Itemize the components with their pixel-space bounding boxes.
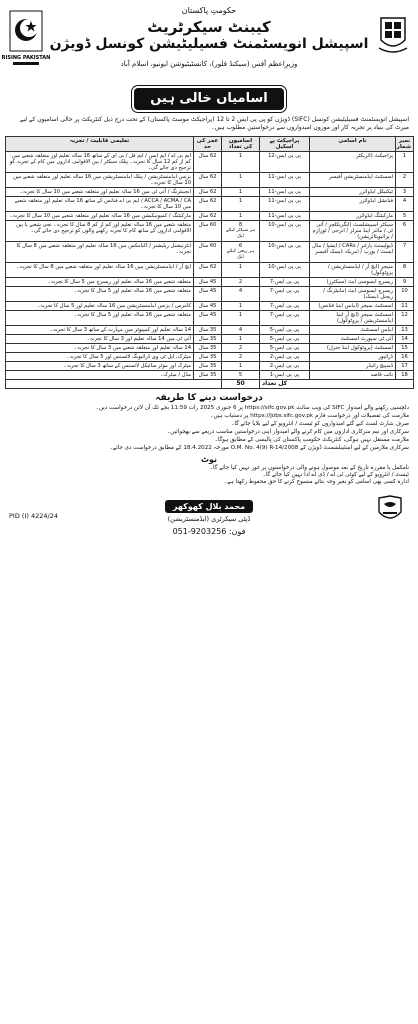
cell-scale: پی پی ایس-7 (260, 278, 310, 287)
howto-item: ملازمت کی تفصیلات اور درخواست فارم https://jobs.sifc.gov.pk پر دستیاب ہیں۔ (210, 413, 409, 419)
cell-sr: 16 (396, 353, 414, 362)
cell-sr: 14 (396, 335, 414, 344)
cell-scale: پی پی ایس-7 (260, 287, 310, 302)
header (1, 4, 413, 82)
cell-post: نائب قاصد (310, 371, 396, 380)
cell-sr: 7 (396, 242, 414, 263)
cell-age: 35 سال (194, 353, 222, 362)
table-row (6, 173, 414, 188)
government-emblem-icon (377, 14, 409, 56)
cell-qualification: متعلقہ شعبے میں 16 سالہ تعلیم اور 5 سال کا تجربہ۔ (6, 311, 194, 326)
cell-age: 45 سال (194, 311, 222, 326)
cell-age: 62 سال (194, 212, 222, 221)
howto-item: صرف شارٹ لسٹ کیے گئے امیدواروں کو ٹیسٹ / انٹرویو کے لیے بلایا جائے گا۔ (231, 421, 409, 427)
table-row (6, 197, 414, 212)
cell-post: ریسرچ ایسوسی ایٹ (مانیٹرنگ / ریجنل ڈیسک) (310, 287, 396, 302)
table-row (6, 278, 414, 287)
notes-title: نوٹ (200, 455, 218, 464)
cell-age: 35 سال (194, 371, 222, 380)
cell-age: 45 سال (194, 287, 222, 302)
cell-count: 1 (222, 311, 260, 326)
cabinet-title: کیبنٹ سیکرٹریٹ (147, 18, 271, 36)
cell-scale: پی پی ایس-11 (260, 197, 310, 212)
cell-qualification: بزنس ایڈمنسٹریشن / پبلک ایڈمنسٹریشن میں 16 سالہ تعلیم اور متعلقہ شعبے میں 10 سال کا تجربہ۔ (6, 173, 194, 188)
table-row (6, 212, 414, 221)
cell-post: سیکٹر اسپیشلسٹ (ایگریکلچر / آئی ٹی / مائنز اینڈ منرلز / انرجی / ٹورازم / پرائیویٹائزیشن) (310, 221, 396, 242)
cell-count: 1 (222, 197, 260, 212)
cell-sr: 13 (396, 326, 414, 335)
header-post: نام اسامی (310, 137, 396, 152)
vacancies-table (5, 136, 414, 389)
cell-post: ڈسپیچ رائیڈر (310, 362, 396, 371)
cell-post: مارکیٹنگ ایڈوائزر (310, 212, 396, 221)
cell-scale: پی پی ایس-11 (260, 212, 310, 221)
cell-qualification: 14 سالہ تعلیم اور متعلقہ شعبے میں 3 سال کا تجربہ۔ (6, 344, 194, 353)
cell-post: پراجیکٹ ڈائریکٹر (310, 152, 396, 173)
header-age: عمر کی حد (194, 137, 222, 152)
howto-list (5, 405, 413, 452)
count-note: ہر ریجن کیلئے ایک (226, 249, 255, 260)
cell-post: آئی ٹی سپورٹ اسسٹنٹ (310, 335, 396, 344)
table-row (6, 287, 414, 302)
cell-qualification: کامرس / بزنس ایڈمنسٹریشن میں 16 سالہ تعلیم اور 5 سال کا تجربہ۔ (6, 302, 194, 311)
count-value: 8 (238, 222, 243, 228)
table-body (6, 152, 414, 380)
cell-count: 1 (222, 212, 260, 221)
government-title: حکومتِ پاکستان (181, 6, 237, 15)
footer (5, 488, 413, 536)
cell-count: 1 (222, 263, 260, 278)
intro-text: اسپیشل انویسٹمنٹ فسیلیٹیشن کونسل (SIFC) ڈویژن کو پی پی ایس 2 تا 12 (پراجیکٹ موسٹ پاکستان) کے تحت درج ذیل کنٹریکٹ پر خالی اسامیوں کے لیے میرٹ کی بنیاد پر تجربہ کار اور موزوں امیدواروں سے درخواستیں مطلوب ہیں۔ (19, 116, 409, 131)
cell-scale: پی پی ایس-11 (260, 173, 310, 188)
howto-item: دلچسپی رکھنے والے امیدوار SIFC کی ویب سائٹ https://sifc.gov.pk پر 6 جنوری 2025 رات 11:59 بجے تک آن لائن درخواست دیں۔ (95, 405, 409, 411)
cell-scale: پی پی ایس-10 (260, 242, 310, 263)
cell-count: 2 (222, 353, 260, 362)
cell-scale: پی پی ایس-7 (260, 311, 310, 326)
table-row (6, 263, 414, 278)
cell-qualification: ایچ آر / ایڈمنسٹریشن میں 16 سالہ تعلیم اور متعلقہ شعبے میں 8 سال کا تجربہ۔ (6, 263, 194, 278)
cell-sr: 8 (396, 263, 414, 278)
cell-qualification: متعلقہ شعبے میں 16 سالہ تعلیم اور ریسرچ میں 5 سال کا تجربہ۔ (6, 278, 194, 287)
cell-count: 1 (222, 335, 260, 344)
table-row (6, 344, 414, 353)
count-value: 6 (238, 243, 243, 249)
cell-qualification: مارکیٹنگ / کمیونیکیشن میں 16 سالہ تعلیم اور متعلقہ شعبے میں 10 سال کا تجربہ۔ (6, 212, 194, 221)
cell-count: 1 (222, 152, 260, 173)
pid-number: PID (I) 4224/24 (9, 512, 58, 520)
header-count: اسامیوں کی تعداد (222, 137, 260, 152)
cell-qualification: آئی ٹی میں 14 سالہ تعلیم اور 3 سال کا تجربہ۔ (6, 335, 194, 344)
count-note: ہر سیکٹر کیلئے ایک (225, 228, 255, 239)
cell-count: 5 (222, 371, 260, 380)
cell-age: 35 سال (194, 362, 222, 371)
vacancies-banner: اسامیاں خالی ہیں (134, 88, 284, 110)
cell-qualification: 14 سالہ تعلیم اور کمپیوٹر میں مہارت کے ساتھ 3 سال کا تجربہ۔ (6, 326, 194, 335)
cell-qualification: ایم بی اے / ایم ایس / ایم فل / بی ای کے ساتھ 16 سالہ تعلیم اور متعلقہ شعبے میں کم از کم 12 سال کا تجربہ۔ پبلک سیکٹر / بین الاقوامی اداروں میں کام کے تجربہ کو ترجیح دی جائے گی۔ (6, 152, 194, 173)
table-row (6, 311, 414, 326)
cell-scale: پی پی ایس-10 (260, 221, 310, 242)
total-row (6, 380, 414, 389)
cell-sr: 4 (396, 197, 414, 212)
cell-age: 62 سال (194, 263, 222, 278)
cell-sr: 18 (396, 371, 414, 380)
cell-post: اسسٹنٹ ایڈمنسٹریشن آفیسر (310, 173, 396, 188)
cell-post: ایڈمن اسسٹنٹ (310, 326, 396, 335)
phone-number: 051-9203256 :فون (172, 527, 246, 536)
cell-age: 35 سال (194, 335, 222, 344)
note-item: ٹیسٹ / انٹرویو کے لیے کوئی ٹی اے / ڈی اے ادا نہیں کیا جائے گا۔ (262, 472, 409, 478)
cell-sr: 10 (396, 287, 414, 302)
table-header-row (6, 137, 414, 152)
cell-count: 1 (222, 173, 260, 188)
table-row (6, 335, 414, 344)
cell-scale: پی پی ایس-5 (260, 335, 310, 344)
cell-age: 45 سال (194, 302, 222, 311)
cell-scale: پی پی ایس-7 (260, 302, 310, 311)
howto-title: درخواست دینے کا طریقہ (155, 393, 263, 403)
cell-sr: 6 (396, 221, 414, 242)
cell-sr: 9 (396, 278, 414, 287)
cell-age: 62 سال (194, 152, 222, 173)
header-scale: پراجیکٹ پے اسکیل (260, 137, 310, 152)
howto-item: ملازمت مستقل نہیں ہوگی، کنٹریکٹ حکومتِ پاکستان کی پالیسی کے مطابق ہوگا۔ (214, 437, 409, 443)
cell-qualification: متعلقہ شعبے میں 16 سالہ تعلیم اور کم از کم 8 سال کا تجربہ۔ نجی شعبے یا بین الاقوامی اداروں کے ساتھ کام کا تجربہ رکھنے والوں کو ترجیح دی جائے گی۔ (6, 221, 194, 242)
cell-qualification: ACCA / ACMA / CA / ایم بی اے فنانس کے ساتھ 16 سالہ تعلیم اور متعلقہ شعبے میں 10 سال کا تجربہ۔ (6, 197, 194, 212)
header-sr: نمبر شمار (396, 137, 414, 152)
sifc-logo-icon (373, 494, 407, 526)
cell-qualification: انٹرنیشنل ریلیشنز / اکنامکس میں 16 سالہ تعلیم اور متعلقہ شعبے میں 8 سال کا تجربہ۔ (6, 242, 194, 263)
cell-scale: پی پی ایس-2 (260, 362, 310, 371)
cell-scale: پی پی ایس-5 (260, 344, 310, 353)
cell-count: 1 (222, 302, 260, 311)
total-label: کل تعداد (260, 380, 414, 389)
cell-age: 60 سال (194, 221, 222, 242)
cell-sr: 2 (396, 173, 414, 188)
cell-sr: 15 (396, 344, 414, 353)
howto-item: سرکاری ملازمین کے لیے اسٹیبلشمنٹ ڈویژن کے O.M. No. 4(9) R-14/2008 مورخہ 18.4.2022 کے مطابق درخواست دی جائے۔ (109, 445, 409, 451)
signatory-name: محمد بلال کھوکھر (165, 500, 253, 513)
cell-qualification: متعلقہ شعبے میں 16 سالہ تعلیم اور 5 سال کا تجربہ۔ (6, 287, 194, 302)
cell-sr: 3 (396, 188, 414, 197)
howto-item: سرکاری اور نیم سرکاری اداروں میں کام کرنے والے امیدوار اپنی درخواستیں مناسب ذریعے سے بھجوائیں۔ (167, 429, 409, 435)
cell-post: اسسٹنٹ منیجر (ایڈمن اینڈ فنانس) (310, 302, 396, 311)
table-row (6, 362, 414, 371)
note-item: نامکمل یا مقررہ تاریخ کے بعد موصول ہونے والی درخواستوں پر غور نہیں کیا جائے گا۔ (209, 465, 409, 471)
table-row (6, 152, 414, 173)
cell-post: ڈیولپمنٹ پارٹنر / CARs / ایشیا / مڈل ایسٹ / یورپ / امریکہ ڈیسک آفیسر (310, 242, 396, 263)
cell-qualification: انجینئرنگ / آئی ٹی میں 16 سالہ تعلیم اور متعلقہ شعبے میں 10 سال کا تجربہ۔ (6, 188, 194, 197)
notes-list (5, 465, 413, 486)
cell-age: 62 سال (194, 197, 222, 212)
cell-count: 1 (222, 362, 260, 371)
cell-count (222, 221, 260, 242)
signatory-designation: (ڈپٹی سیکرٹری (ایڈمنسٹریشن (167, 515, 251, 523)
cell-age: 60 سال (194, 242, 222, 263)
table-row (6, 302, 414, 311)
cell-post: ریسرچ ایسوسی ایٹ (سیکٹرز) (310, 278, 396, 287)
cell-post: اسسٹنٹ (پروٹوکول اینڈ جنرل) (310, 344, 396, 353)
cell-age: 62 سال (194, 173, 222, 188)
cell-age: 35 سال (194, 344, 222, 353)
table-row (6, 353, 414, 362)
cell-scale: پی پی ایس-5 (260, 326, 310, 335)
address: وزیرِاعظم آفس (سیکنڈ فلور)، کانسٹیٹیوشن ایونیو، اسلام آباد (120, 60, 298, 68)
total-value: 50 (222, 380, 260, 389)
cell-age: 45 سال (194, 278, 222, 287)
cell-qualification: میٹرک اور موٹر سائیکل لائسنس کے ساتھ 3 سال کا تجربہ۔ (6, 362, 194, 371)
cell-sr: 17 (396, 362, 414, 371)
cell-scale: پی پی ایس-11 (260, 188, 310, 197)
cell-sr: 1 (396, 152, 414, 173)
header-qualification: تعلیمی قابلیت / تجربہ (6, 137, 194, 152)
cell-count: 1 (222, 188, 260, 197)
cell-post: فنانشل ایڈوائزر (310, 197, 396, 212)
cell-post: اسسٹنٹ منیجر (ایچ آر اینڈ ایڈمنسٹریشن / پروٹوکول) (310, 311, 396, 326)
logo-text: RISING PAKISTAN (1, 55, 51, 61)
cell-sr: 5 (396, 212, 414, 221)
cell-scale: پی پی ایس-1 (260, 371, 310, 380)
cell-scale: پی پی ایس-2 (260, 353, 310, 362)
table-row (6, 326, 414, 335)
table-row (6, 221, 414, 242)
cell-post: ڈرائیور (310, 353, 396, 362)
division-title: اسپیشل انویسٹمنٹ فسیلیٹیشن کونسل ڈویژن (49, 36, 369, 52)
cell-post: منیجر (ایچ آر / ایڈمنسٹریشن / پروٹوکول) (310, 263, 396, 278)
cell-count: 2 (222, 344, 260, 353)
signatory (5, 494, 413, 536)
cell-sr: 11 (396, 302, 414, 311)
cell-count: 4 (222, 287, 260, 302)
cell-age: 62 سال (194, 188, 222, 197)
table-row (6, 188, 414, 197)
table-row (6, 371, 414, 380)
note-item: ادارہ کسی بھی اسامی کو بغیر وجہ بتائے منسوخ کرنے کا حق محفوظ رکھتا ہے۔ (224, 479, 409, 485)
cell-age: 35 سال (194, 326, 222, 335)
cell-scale: پی پی ایس-10 (260, 263, 310, 278)
cell-count: 4 (222, 326, 260, 335)
table-row (6, 242, 414, 263)
cell-qualification: میٹرک، ایل ٹی وی ڈرائیونگ لائسنس اور 5 سال کا تجربہ۔ (6, 353, 194, 362)
cell-post: ٹیکنیکل ایڈوائزر (310, 188, 396, 197)
cell-qualification: مڈل / میٹرک۔ (6, 371, 194, 380)
cell-scale: پی پی ایس-12 (260, 152, 310, 173)
cell-sr: 12 (396, 311, 414, 326)
cell-count: 2 (222, 278, 260, 287)
cell-count (222, 242, 260, 263)
